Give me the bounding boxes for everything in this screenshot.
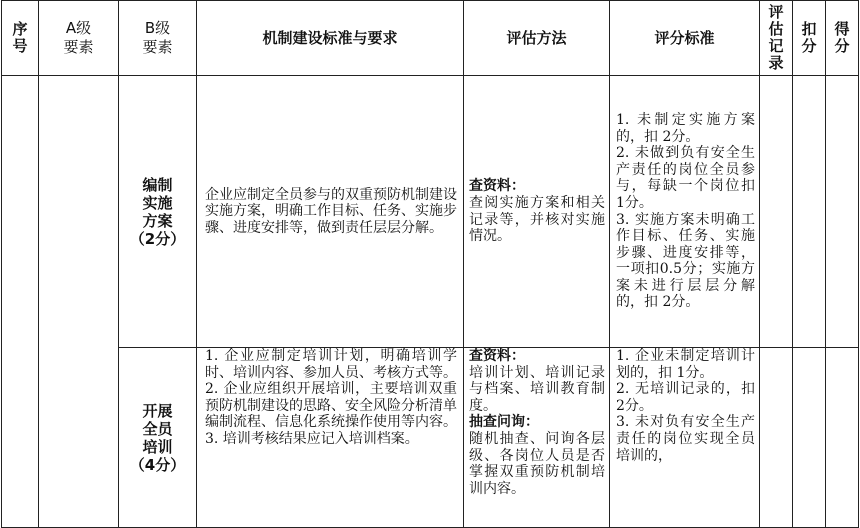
score-cell [826, 76, 859, 348]
table-row [2, 76, 859, 348]
method-cell [464, 348, 610, 528]
deduct-cell [793, 348, 826, 528]
header-criteria: 评分标准 [610, 1, 760, 76]
method-label: 查资料： [469, 178, 525, 195]
header-seq: 序 号 [2, 1, 39, 76]
header-deduct: 扣 分 [793, 1, 826, 76]
evaluation-table [1, 0, 859, 528]
record-cell [760, 76, 793, 348]
b-element-name: 开展 全员 培训 （4分） [119, 348, 197, 528]
method-label-2: 抽查问询： [469, 414, 539, 431]
method-text: 培训计划、培训记录与档案、培训教育制度。 [469, 364, 605, 414]
header-standard: 机制建设标准与要求 [197, 1, 464, 76]
requirement-text: 企业应制定全员参与的双重预防机制建设实施方案，明确工作目标、任务、实施步骤、进度安排等，做到责任层层分解。 [197, 76, 464, 348]
criteria-text: 1. 未制定实施方案的，扣 2分。 2. 未做到负有安全生产责任的岗位全员参与，每缺一个岗位扣 1分。 3. 实施方案未明确工作目标、任务、实施步骤、进度安排等，一项扣0.5分；实施方案未进行层层分解的，扣 2分。 [610, 76, 760, 348]
header-method: 评估方法 [464, 1, 610, 76]
header-record: 评 估 记 录 [760, 1, 793, 76]
record-cell [760, 348, 793, 528]
method-text: 查阅实施方案和相关记录等，并核对实施情况。 [469, 194, 605, 245]
deduct-cell [793, 76, 826, 348]
header-a-element: A级 要素 [39, 1, 119, 76]
method-text-2: 随机抽查、问询各层级、各岗位人员是否掌握双重预防机制培训内容。 [469, 430, 605, 497]
requirement-text: 1. 企业应制定培训计划，明确培训学时、培训内容、参加人员、考核方式等。 2. 企业应组织开展培训，主要培训双重预防机制建设的思路、安全风险分析清单编制流程、信息化系统操作使用等内容。 3. 培训考核结果应记入培训档案。 [197, 348, 464, 528]
header-score: 得 分 [826, 1, 859, 76]
table-row [2, 348, 859, 528]
header-row [2, 1, 859, 76]
b-element-name: 编制 实施 方案 （2分） [119, 76, 197, 348]
method-label: 查资料： [469, 348, 525, 364]
criteria-text: 1. 企业未制定培训计划的，扣 1分。 2. 无培训记录的，扣 2分。 3. 未对负有安全生产责任的岗位实现全员培训的， [610, 348, 760, 528]
header-b-element: B级 要素 [119, 1, 197, 76]
score-cell [826, 348, 859, 528]
method-cell [464, 76, 610, 348]
seq-cell [2, 76, 39, 528]
a-element-cell [39, 76, 119, 528]
